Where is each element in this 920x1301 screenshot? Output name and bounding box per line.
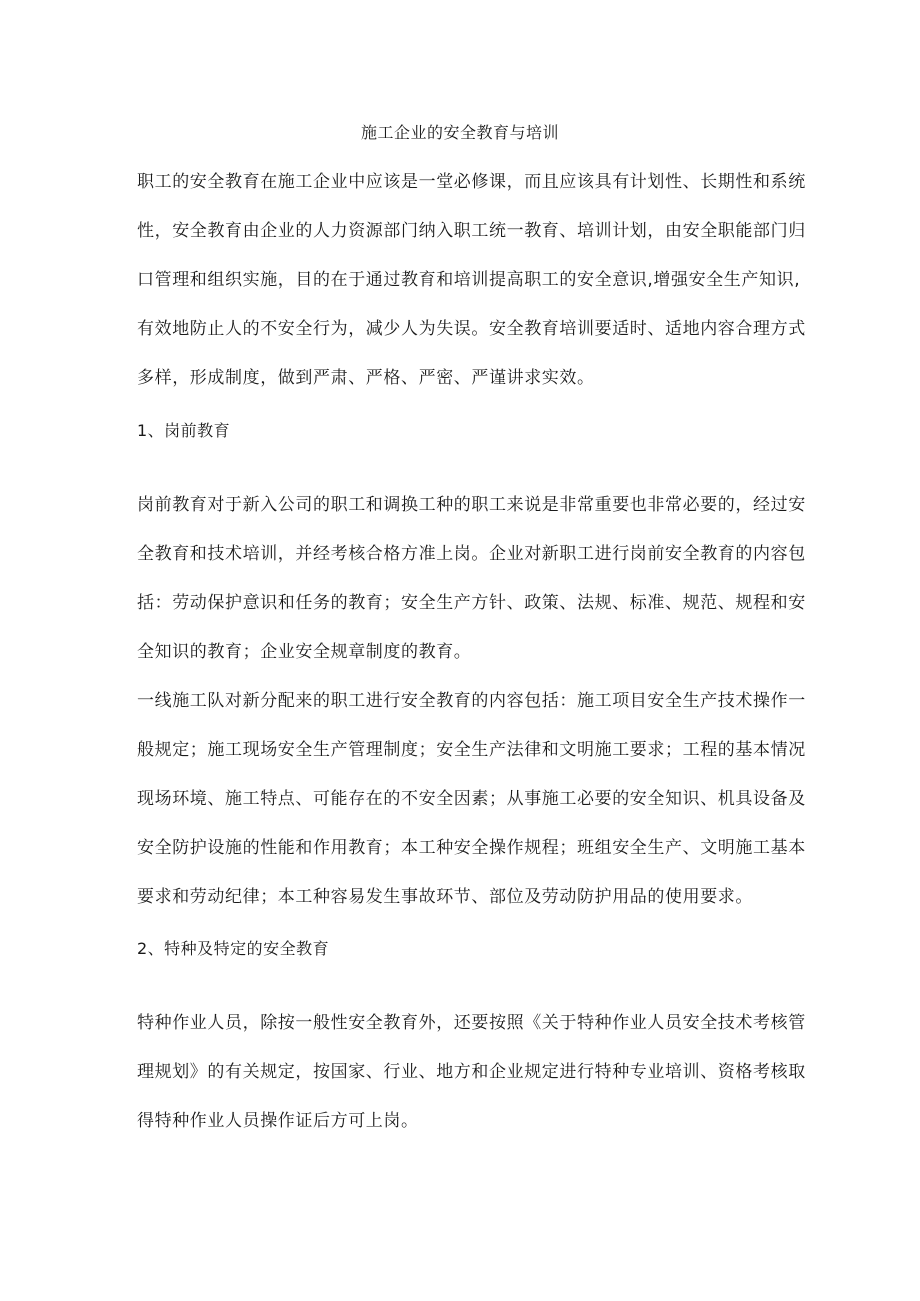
intro-line: 职工的安全教育在施工企业中应该是一堂必修课，而且应该具有计划性、长期性和系统: [137, 172, 806, 192]
paragraph-line: 得特种作业人员操作证后方可上岗。: [137, 1111, 419, 1131]
section-2-heading: 2、特种及特定的安全教育: [137, 939, 330, 958]
intro-line: 性，安全教育由企业的人力资源部门纳入职工统一教育、培训计划，由安全职能部门归: [137, 221, 806, 241]
paragraph-line: 特种作业人员，除按一般性安全教育外，还要按照《关于特种作业人员安全技术考核管: [137, 1013, 806, 1033]
paragraph-line: 括：劳动保护意识和任务的教育；安全生产方针、政策、法规、标准、规范、规程和安: [137, 593, 806, 613]
paragraph-line: 安全防护设施的性能和作用教育；本工种安全操作规程；班组安全生产、文明施工基本: [137, 838, 806, 858]
intro-line: 有效地防止人的不安全行为，减少人为失误。安全教育培训要适时、适地内容合理方式: [137, 319, 806, 339]
paragraph-line: 般规定；施工现场安全生产管理制度；安全生产法律和文明施工要求；工程的基本情况: [137, 740, 806, 760]
paragraph-line: 要求和劳动纪律；本工种容易发生事故环节、部位及劳动防护用品的使用要求。: [137, 887, 753, 907]
paragraph-line: 理规划》的有关规定，按国家、行业、地方和企业规定进行特种专业培训、资格考核取: [137, 1062, 806, 1082]
document-title: 施工企业的安全教育与培训: [360, 123, 559, 142]
intro-line: 口管理和组织实施，目的在于通过教育和培训提高职工的安全意识,增强安全生产知识,: [137, 270, 801, 290]
paragraph-line: 一线施工队对新分配来的职工进行安全教育的内容包括：施工项目安全生产技术操作一: [137, 691, 806, 711]
paragraph-line: 全教育和技术培训，并经考核合格方准上岗。企业对新职工进行岗前安全教育的内容包: [137, 544, 806, 564]
paragraph-line: 岗前教育对于新入公司的职工和调换工种的职工来说是非常重要也非常必要的，经过安: [137, 495, 806, 515]
section-1-heading: 1、岗前教育: [137, 421, 231, 440]
intro-line: 多样，形成制度，做到严肃、严格、严密、严谨讲求实效。: [137, 368, 595, 388]
paragraph-line: 现场环境、施工特点、可能存在的不安全因素；从事施工必要的安全知识、机具设备及: [137, 789, 806, 809]
paragraph-line: 全知识的教育；企业安全规章制度的教育。: [137, 642, 472, 662]
